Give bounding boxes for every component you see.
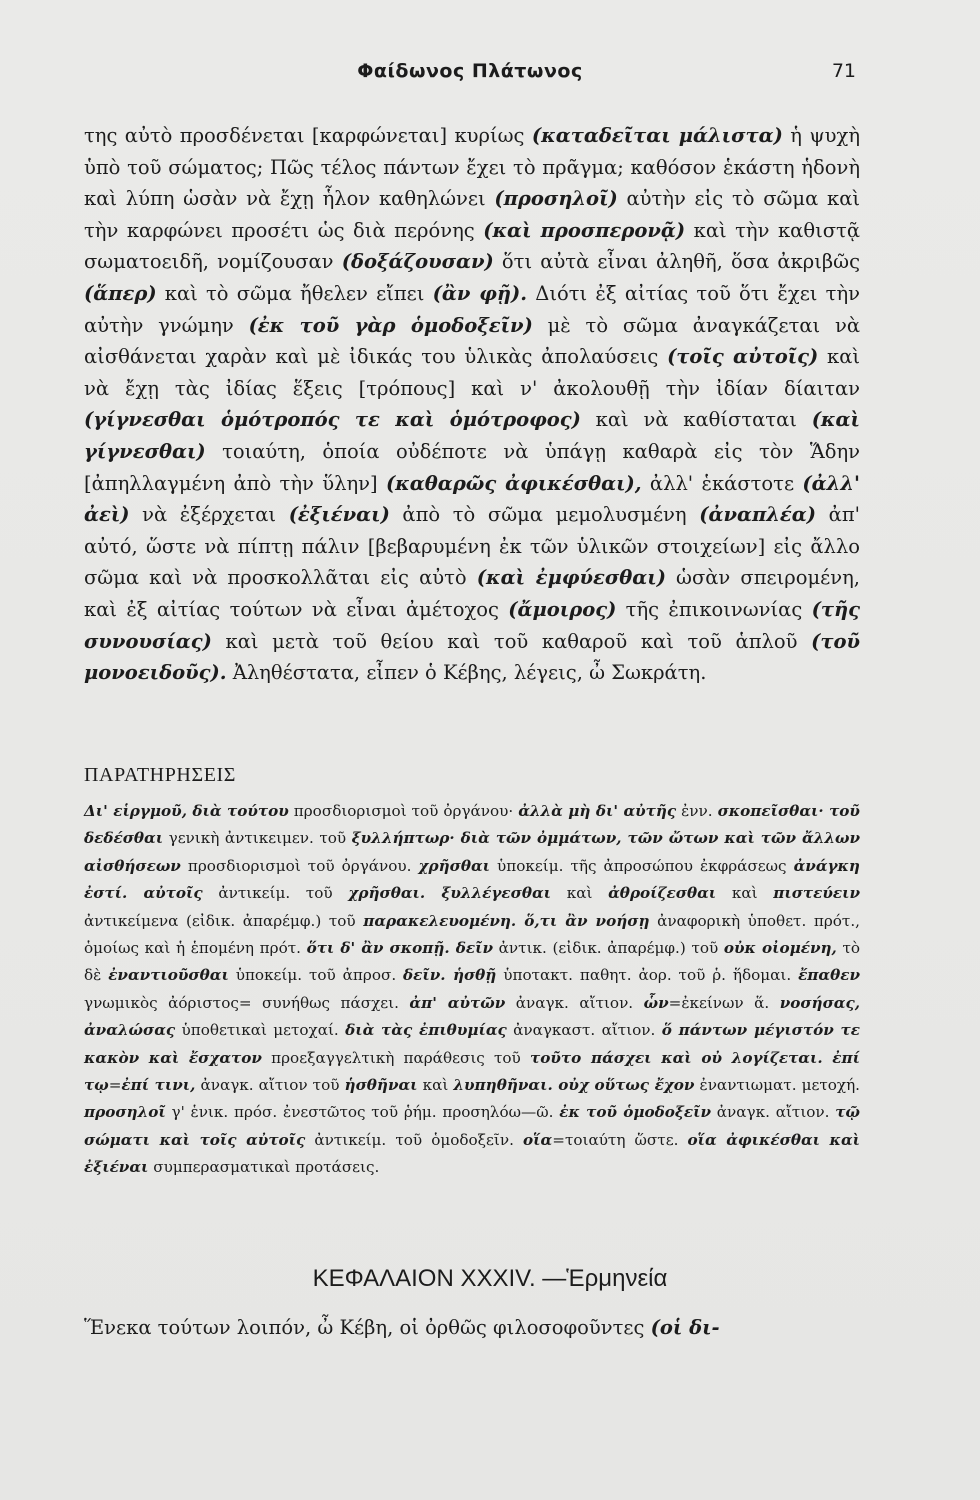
gloss-text: ἔπαθεν (798, 966, 860, 985)
gloss-text: (ἐξιέναι) (288, 503, 390, 527)
text-run: = (108, 1076, 122, 1095)
gloss-text: ἐναντιοῦσθαι (108, 966, 229, 985)
gloss-text: δεῖν. ἡσθῇ (403, 966, 497, 985)
main-paragraph (84, 120, 860, 689)
gloss-text: σκοπεῖσθαι· τοῦ δεδέσθαι (84, 802, 860, 848)
gloss-text: ἀνάγκη ἐστί. αὐτοῖς (84, 856, 860, 903)
text-run: τοιαύτη, ὁποία οὐδέποτε νὰ ὑπάγῃ καθαρὰ εἰς τὸν Ἅδην [ἀπηλλαγμένη ἀπὸ τὴν ὕλην] (84, 439, 860, 495)
text-run: ἀναγκ. αἴτιον τοῦ (195, 1076, 345, 1095)
text-run: καὶ νὰ καθίσταται (580, 408, 812, 432)
text-run: ἀναγκ. αἴτιον. (711, 1103, 836, 1122)
gloss-text: ὅ πάντων μέγιστόν τε κακὸν καὶ ἔσχατον (84, 1021, 860, 1067)
gloss-text: (ἅπερ) (84, 281, 157, 305)
text-run: ἀπ' αὐτό, ὥστε νὰ πίπτῃ πάλιν [βεβαρυμένη ἐκ τῶν ὑλικῶν στοιχείων] εἰς ἄλλο σῶμα καὶ νὰ προσκολλᾶται εἰς αὐτὸ (84, 503, 860, 590)
gloss-text: τοῦτο πάσχει καὶ οὐ λογίζεται. ἐπί τῳ (84, 1048, 860, 1095)
text-run: Ἀληθέστατα, εἶπεν ὁ Κέβης, λέγεις, ὦ Σωκράτη. (226, 661, 707, 685)
notes-heading: ΠΑΡΑΤΗΡΗΣΕΙΣ (84, 764, 237, 786)
gloss-text: (ἂν φῇ). (432, 281, 528, 305)
gloss-text: (οἱ δι- (650, 1316, 720, 1339)
text-run: ὅτι αὐτὰ εἶναι ἀληθῆ, ὅσα ἀκριβῶς (493, 250, 860, 274)
chapter-first-line (84, 1312, 860, 1344)
text-run: ὑποκείμ. τοῦ ἀπροσ. (228, 966, 404, 985)
gloss-text: οἵα ἀφικέσθαι καὶ ἐξιέναι (84, 1130, 860, 1177)
text-run: της αὐτὸ προσδένεται [καρφώνεται] κυρίως (84, 124, 532, 147)
text-run: καὶ (716, 884, 774, 903)
chapter-title: ΚΕΦΑΛΑΙΟΝ XXXIV. —Ἑρμηνεία (312, 1265, 668, 1292)
gloss-text: (τῆς συνουσίας) (84, 597, 860, 653)
text-run: ὑποκείμ. τῆς ἀπροσώπου ἐκφράσεως (490, 856, 794, 875)
text-run: ἀντικείμ. τοῦ (202, 884, 349, 903)
text-run: γ' ἑνικ. πρόσ. ἐνεστῶτος τοῦ ῥήμ. προσηλόω—ῶ. (165, 1103, 560, 1122)
text-run: ἐναντιωματ. μετοχή. (694, 1076, 860, 1095)
text-run: ἀλλ' ἑκάστοτε (641, 471, 803, 495)
text-run: Διότι ἐξ αἰτίας τοῦ ὅτι ἔχει τὴν αὐτὴν γνώμην (84, 281, 860, 337)
gloss-text: (ἀλλ' ἀεὶ) (84, 471, 860, 527)
gloss-text: πιστεύειν (773, 884, 861, 903)
gloss-text: τῷ σώματι καὶ τοῖς αὐτοῖς (84, 1103, 860, 1149)
gloss-text: ἐκ τοῦ ὁμοδοξεῖν (559, 1103, 711, 1122)
gloss-text: (καὶ γίγνεσθαι) (84, 408, 860, 463)
text-run: καὶ (551, 884, 609, 903)
text-run: αὐτὴν εἰς τὸ σῶμα καὶ τὴν καρφώνει προσέτι ὡς διὰ περόνης (84, 187, 861, 242)
gloss-text: προσηλοῖ (84, 1103, 166, 1122)
notes-paragraph (84, 798, 860, 1182)
text-run: ἀναγκ. αἴτιον. (505, 993, 644, 1012)
gloss-text: (καὶ προσπερονᾷ) (483, 218, 686, 242)
text-run: ἀντικείμενα (εἰδικ. ἀπαρέμφ.) τοῦ (84, 911, 364, 930)
gloss-text: Δι' εἱργμοῦ, διὰ τούτου (84, 802, 289, 820)
text-run: ἀναγκαστ. αἴτιον. (506, 1021, 662, 1040)
text-run: προσδιορισμοὶ τοῦ ὀργάνου· (288, 802, 519, 820)
gloss-text: ἀπ' αὐτῶν (409, 993, 506, 1012)
gloss-text: λυπηθῆναι. οὐχ οὕτως ἔχον (453, 1076, 695, 1095)
text-run: γνωμικὸς ἀόριστος= συνήθως πάσχει. (84, 993, 410, 1012)
text-run: ὑποθετικαὶ μετοχαί. (175, 1021, 346, 1040)
text-run: ἀπὸ τὸ σῶμα μεμολυσμένη (389, 503, 700, 527)
gloss-text: ξυλλήπτωρ· διὰ τῶν ὀμμάτων, τῶν ὤτων καὶ τῶν ἄλλων αἰσθήσεων (84, 829, 860, 875)
gloss-text: (ἄμοιρος) (508, 597, 617, 621)
gloss-text: (τοῦ μονοειδοῦς). (84, 629, 860, 685)
gloss-text: ἐπί τινι, (121, 1076, 196, 1095)
text-run: καὶ τὴν καθιστᾷ σωματοειδῆ, νομίζουσαν (84, 218, 860, 274)
text-run: καὶ νὰ ἔχῃ τὰς ἰδίας ἕξεις [τρόπους] καὶ ν' ἀκολουθῇ τὴν ἰδίαν δίαιταν (84, 345, 861, 400)
text-run: ἀντικείμ. τοῦ ὁμοδοξεῖν. (305, 1130, 524, 1149)
gloss-text: (προσηλοῖ) (494, 187, 618, 211)
text-run: τῆς ἐπικοινωνίας (616, 597, 812, 621)
gloss-text: ὧν (643, 993, 669, 1012)
text-run: γενικὴ ἀντικειμεν. τοῦ (163, 829, 352, 848)
text-run: ἀντικ. (εἰδικ. ἀπαρέμφ.) τοῦ (493, 939, 724, 958)
text-run: ἀναφορικὴ ὑποθετ. πρότ., ὁμοίως καὶ ἡ ἑπομένη πρότ. (84, 911, 860, 958)
gloss-text: οὐκ οἰομένη, (723, 939, 837, 958)
gloss-text: (ἀναπλέα) (699, 503, 817, 527)
page-header (84, 60, 856, 90)
running-title: Φαίδωνος Πλάτωνος (357, 60, 583, 82)
text-run: καὶ μετὰ τοῦ θείου καὶ τοῦ καθαροῦ καὶ τοῦ ἁπλοῦ (211, 629, 812, 653)
gloss-text: νοσήσας, ἀναλώσας (84, 993, 861, 1040)
gloss-text: ἡσθῆναι (344, 1076, 418, 1095)
gloss-text: (καταδεῖται μάλιστα) (531, 124, 783, 147)
text-run: συμπερασματικαὶ προτάσεις. (148, 1158, 380, 1177)
text-run: ἐνν. (676, 802, 718, 820)
gloss-text: χρῆσθαι (418, 856, 491, 875)
gloss-text: χρῆσθαι. ξυλλέγεσθαι (348, 884, 552, 903)
gloss-text: (καὶ ἐμφύεσθαι) (476, 566, 666, 590)
text-run: προεξαγγελτικὴ παράθεσις τοῦ (261, 1048, 531, 1067)
gloss-text: παρακελευομένη. ὅ,τι ἂν νοήσῃ (363, 911, 650, 930)
gloss-text: (γίγνεσθαι ὁμότροπός τε καὶ ὁμότροφος) (84, 408, 581, 432)
text-run: ἡ ψυχὴ ὑπὸ τοῦ σώματος; Πῶς τέλος πάντων ἔχει τὸ πρᾶγμα; καθόσον ἑκάστη ἡδονὴ καὶ λύπη ὡσὰν νὰ ἔχῃ ἧλον καθηλώνει (84, 124, 860, 211)
gloss-text: οἵα (523, 1130, 553, 1149)
text-run: =ἐκείνων ἅ. (668, 993, 780, 1012)
text-run: προσδιορισμοὶ τοῦ ὀργάνου. (180, 856, 419, 875)
text-run: μὲ τὸ σῶμα ἀναγκάζεται νὰ αἰσθάνεται χαρὰν καὶ μὲ ἰδικάς του ὑλικὰς ἀπολαύσεις (84, 313, 860, 369)
text-run: Ἕνεκα τούτων λοιπόν, ὦ Κέβη, οἱ ὀρθῶς φιλοσοφοῦντες (84, 1316, 651, 1339)
text-run: =τοιαύτη ὥστε. (552, 1130, 688, 1149)
text-run: καὶ τὸ σῶμα ἤθελεν εἴπει (156, 281, 433, 305)
text-run: νὰ ἐξέρχεται (129, 503, 289, 527)
text-run: ὑποτακτ. παθητ. ἀορ. τοῦ ῥ. ἥδομαι. (496, 966, 799, 985)
gloss-text: διὰ τὰς ἐπιθυμίας (345, 1021, 507, 1040)
gloss-text: ἀθροίζεσθαι (608, 884, 717, 903)
text-run: ὡσὰν σπειρομένη, καὶ ἐξ αἰτίας τούτων νὰ εἶναι ἀμέτοχος (84, 566, 860, 621)
gloss-text: ἀλλὰ μὴ δι' αὐτῆς (518, 802, 677, 820)
gloss-text: ὅτι δ' ἂν σκοπῇ. δεῖν (306, 939, 494, 958)
gloss-text: (καθαρῶς ἀφικέσθαι), (385, 471, 642, 495)
text-run: τὸ δὲ (84, 939, 861, 985)
gloss-text: (ἐκ τοῦ γὰρ ὁμοδοξεῖν) (248, 313, 533, 337)
page-number: 71 (831, 60, 856, 82)
text-run: καὶ (417, 1076, 454, 1095)
gloss-text: (τοῖς αὐτοῖς) (667, 345, 819, 369)
gloss-text: (δοξάζουσαν) (341, 250, 494, 274)
